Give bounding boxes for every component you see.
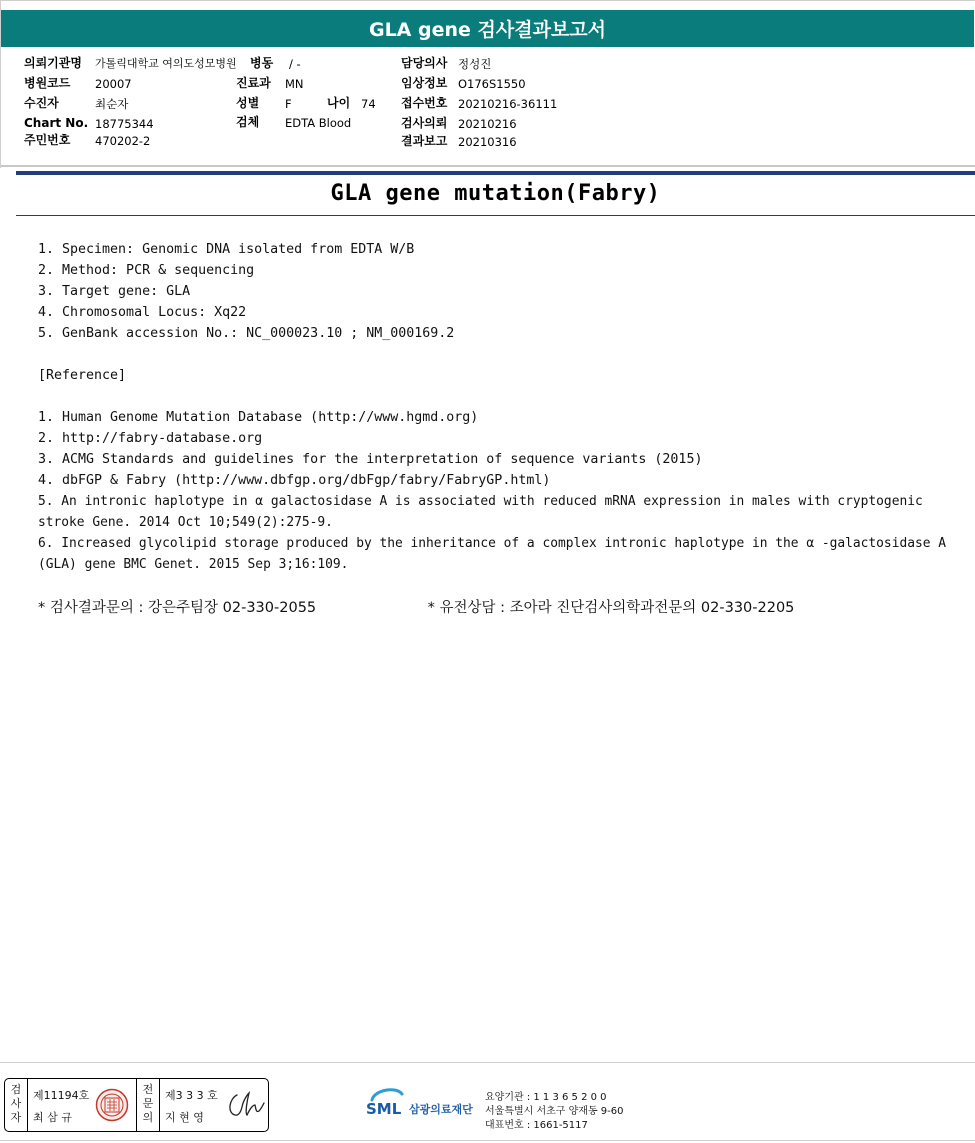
specialist-label: 전문의 bbox=[142, 1083, 154, 1124]
ward-value: / - bbox=[289, 57, 301, 71]
method-line: 1. Specimen: Genomic DNA isolated from EDTA W/B bbox=[38, 242, 415, 257]
institution-address: 서울특별시 서초구 양재동 9-60 bbox=[485, 1106, 624, 1117]
id-no-label: 주민번호 bbox=[24, 133, 71, 147]
clinical-info-value: O176S1550 bbox=[458, 77, 526, 91]
reported-value: 20210316 bbox=[458, 135, 517, 149]
id-no-value: 470202-2 bbox=[95, 134, 151, 148]
reference-line: 5. An intronic haplotype in α galactosidase A is associated with reduced mRNA expression in males with cryptogenic stroke Gene. 2014 Oct 10;549(2):275-9. bbox=[38, 494, 923, 530]
signature-mark-icon bbox=[225, 1089, 265, 1121]
report-body bbox=[38, 239, 968, 575]
footer-divider bbox=[0, 1062, 975, 1063]
doctor-value: 정성진 bbox=[458, 57, 492, 71]
sex-value: F bbox=[285, 97, 292, 111]
title-bottom-rule bbox=[16, 215, 975, 216]
examiner-name: 최 삼 규 bbox=[33, 1111, 72, 1124]
receipt-no-label: 접수번호 bbox=[401, 96, 448, 110]
method-line: 4. Chromosomal Locus: Xq22 bbox=[38, 305, 247, 320]
specimen-value: EDTA Blood bbox=[285, 116, 352, 130]
seal-icon bbox=[95, 1088, 129, 1122]
specialist-name: 지 현 영 bbox=[165, 1111, 204, 1124]
reference-line: 4. dbFGP & Fabry (http://www.dbfgp.org/dbFgp/fabry/FabryGP.html) bbox=[38, 473, 551, 488]
institution-name: 삼광의료재단 bbox=[409, 1103, 473, 1116]
footer-bottom-line bbox=[0, 1140, 975, 1141]
title-top-rule bbox=[16, 171, 975, 175]
requester-value: 가톨릭대학교 여의도성모병원 bbox=[95, 57, 237, 70]
institution-phone: 대표번호 : 1661-5117 bbox=[485, 1120, 588, 1131]
dept-label: 진료과 bbox=[236, 76, 271, 90]
reference-heading: [Reference] bbox=[38, 368, 127, 383]
specialist-license: 제3 3 3 호 bbox=[165, 1089, 218, 1102]
genetic-counsel-contact: * 유전상담 : 조아라 진단검사의학과전문의 02-330-2205 bbox=[427, 600, 795, 616]
sml-logo-icon bbox=[366, 1084, 408, 1124]
age-label: 나이 bbox=[327, 96, 351, 110]
doc-title: GLA gene mutation(Fabry) bbox=[330, 181, 661, 206]
reference-line: 6. Increased glycolipid storage produced by the inheritance of a complex intronic haplotype in the α -galactosidase A (GLA) gene BMC Genet. 2015 Sep 3;16:109. bbox=[38, 536, 947, 572]
result-inquiry-contact: * 검사결과문의 : 강은주팀장 02-330-2055 bbox=[38, 600, 317, 616]
signature-box bbox=[4, 1078, 269, 1132]
collector-value: 최순자 bbox=[95, 97, 129, 111]
method-line: 5. GenBank accession No.: NC_000023.10 ; NM_000169.2 bbox=[38, 326, 455, 341]
care-code: 요양기관 : 1 1 3 6 5 2 0 0 bbox=[485, 1092, 607, 1103]
requested-value: 20210216 bbox=[458, 117, 517, 131]
chart-no-label: Chart No. bbox=[24, 116, 89, 130]
reference-line: 3. ACMG Standards and guidelines for the interpretation of sequence variants (2015) bbox=[38, 452, 703, 467]
dept-value: MN bbox=[285, 77, 304, 91]
report-title-bar bbox=[1, 10, 974, 47]
chart-no-value: 18775344 bbox=[95, 117, 154, 131]
receipt-no-value: 20210216-36111 bbox=[458, 97, 558, 111]
hospital-code-value: 20007 bbox=[95, 77, 132, 91]
ward-label: 병동 bbox=[250, 56, 274, 70]
frame-top-line bbox=[0, 0, 975, 1]
doctor-label: 담당의사 bbox=[401, 56, 448, 70]
examiner-label: 검사자 bbox=[10, 1083, 22, 1124]
report-title: GLA gene 검사결과보고서 bbox=[368, 19, 606, 41]
requester-label: 의뢰기관명 bbox=[24, 56, 82, 70]
clinical-info-label: 임상정보 bbox=[401, 76, 448, 90]
contact-row bbox=[38, 596, 968, 617]
collector-label: 수진자 bbox=[24, 96, 59, 110]
specimen-label: 검체 bbox=[236, 115, 260, 129]
requested-label: 검사의뢰 bbox=[401, 116, 448, 130]
reference-line: 1. Human Genome Mutation Database (http://www.hgmd.org) bbox=[38, 410, 479, 425]
sex-label: 성별 bbox=[236, 96, 260, 110]
examiner-license: 제11194호 bbox=[33, 1089, 90, 1102]
method-line: 2. Method: PCR & sequencing bbox=[38, 263, 255, 278]
hospital-code-label: 병원코드 bbox=[24, 76, 71, 90]
reported-label: 결과보고 bbox=[401, 134, 448, 148]
age-value: 74 bbox=[361, 97, 376, 111]
method-line: 3. Target gene: GLA bbox=[38, 284, 191, 299]
sml-logo-text: SML bbox=[366, 1100, 402, 1118]
header-divider bbox=[1, 165, 975, 167]
reference-line: 2. http://fabry-database.org bbox=[38, 431, 263, 446]
